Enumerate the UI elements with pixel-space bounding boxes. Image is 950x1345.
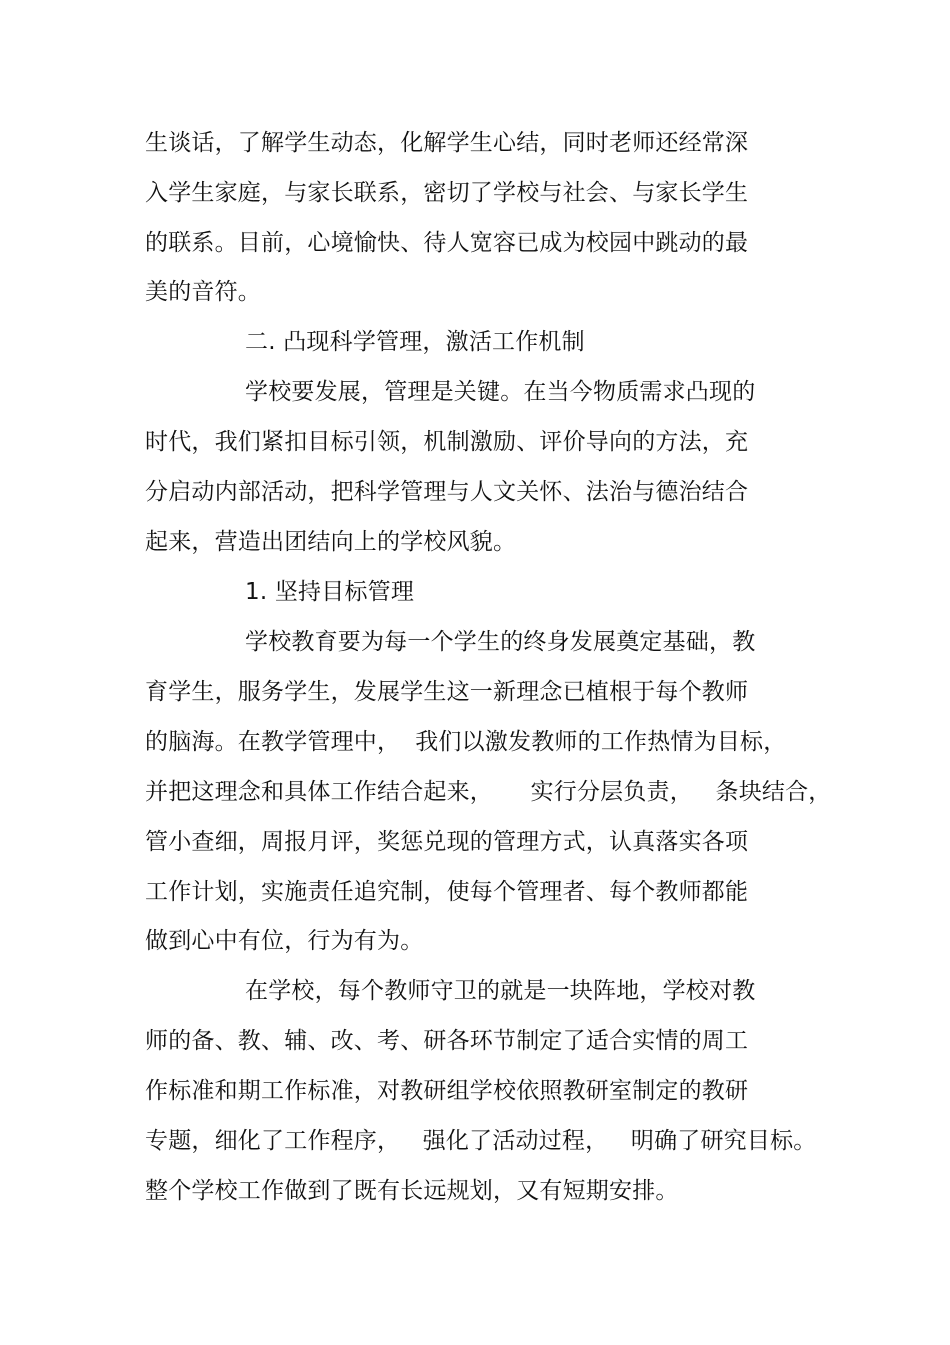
text-line: 学校要发展，管理是关键。在当今物质需求凸现的 xyxy=(245,379,756,405)
text-line: 学校教育要为每一个学生的终身发展奠定基础，教 xyxy=(245,629,756,655)
text-line: 在学校，每个教师守卫的就是一块阵地，学校对教 xyxy=(245,978,756,1004)
text-line: 作标准和期工作标准，对教研组学校依照教研室制定的教研 xyxy=(145,1078,749,1104)
text-line: 做到心中有位，行为有为。 xyxy=(145,928,424,954)
section-heading: 二. 凸现科学管理，激活工作机制 xyxy=(245,329,585,355)
text-line: 入学生家庭，与家长联系，密切了学校与社会、与家长学生 xyxy=(145,180,749,206)
text-line: 的脑海。在教学管理中， 我们以激发教师的工作热情为目标， xyxy=(145,729,787,755)
text-line: 起来，营造出团结向上的学校风貌。 xyxy=(145,529,517,555)
text-line: 育学生，服务学生，发展学生这一新理念已植根于每个教师 xyxy=(145,679,749,705)
text-line: 生谈话，了解学生动态，化解学生心结，同时老师还经常深 xyxy=(145,130,749,156)
text-line: 并把这理念和具体工作结合起来， 实行分层负责， 条块结合， xyxy=(145,779,832,805)
text-line: 分启动内部活动，把科学管理与人文关怀、法治与德治结合 xyxy=(145,479,749,505)
text-line: 时代，我们紧扣目标引领，机制激励、评价导向的方法，充 xyxy=(145,429,749,455)
text-line: 的联系。目前，心境愉快、待人宽容已成为校园中跳动的最 xyxy=(145,230,749,256)
text-line: 专题，细化了工作程序， 强化了活动过程， 明确了研究目标。 xyxy=(145,1128,817,1154)
text-line: 管小查细，周报月评，奖惩兑现的管理方式，认真落实各项 xyxy=(145,829,749,855)
text-line: 整个学校工作做到了既有长远规划，又有短期安排。 xyxy=(145,1178,679,1204)
text-line: 师的备、教、辅、改、考、研各环节制定了适合实情的周工 xyxy=(145,1028,749,1054)
text-line: 美的音符。 xyxy=(145,279,261,305)
text-line: 工作计划，实施责任追究制，使每个管理者、每个教师都能 xyxy=(145,879,749,905)
subsection-heading: 1. 坚持目标管理 xyxy=(245,579,415,605)
